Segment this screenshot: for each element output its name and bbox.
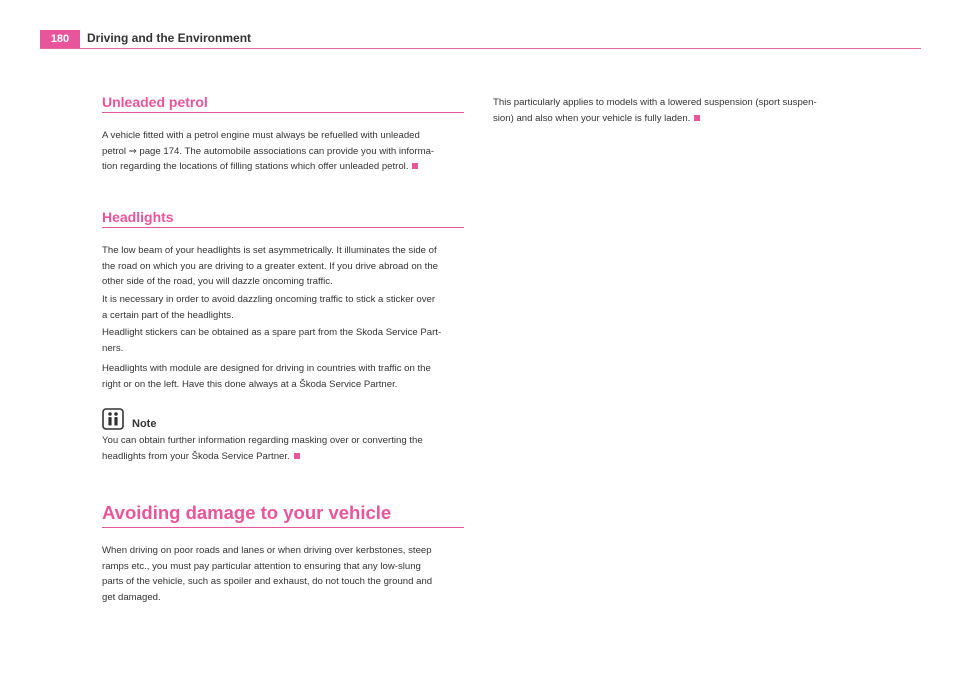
- note-label: Note: [132, 418, 157, 430]
- note-info-icon: [102, 408, 124, 430]
- text-line: other side of the road, you will dazzle oncoming traffic.: [102, 276, 333, 288]
- text-line: A vehicle fitted with a petrol engine must always be refuelled with unleaded: [102, 130, 420, 141]
- text-line: This particularly applies to models with a lowered suspension (sport suspen-: [493, 97, 817, 108]
- headlights-paragraph-4: [102, 361, 431, 392]
- text-line: a certain part of the headlights.: [102, 309, 234, 321]
- section-end-mark: [412, 163, 418, 169]
- text-line: You can obtain further information regarding masking over or converting the: [102, 435, 423, 446]
- section-end-mark: [294, 453, 300, 459]
- text-line: parts of the vehicle, such as spoiler and exhaust, do not touch the ground and: [102, 576, 433, 588]
- text-line: sion) and also when your vehicle is fully laden.: [493, 112, 691, 124]
- text-line: Headlight stickers can be obtained as a spare part from the Skoda Service Part-: [102, 327, 442, 338]
- damage-text-continued: [493, 95, 863, 126]
- text-line: The low beam of your headlights is set asymmetrically. It illuminates the side of: [102, 245, 437, 256]
- heading-headlights: Headlights: [102, 209, 464, 228]
- page-header: [40, 30, 921, 49]
- headlights-paragraph-3: [102, 325, 441, 356]
- text-line: tion regarding the locations of filling stations which offer unleaded petrol.: [102, 161, 409, 173]
- text-line: petrol ⇒ page 174. The automobile associations can provide you with informa-: [102, 145, 435, 157]
- text-line: When driving on poor roads and lanes or when driving over kerbstones, steep: [102, 545, 432, 556]
- text-line: get damaged.: [102, 591, 161, 603]
- text-line: ners.: [102, 342, 124, 354]
- text-line: ramps etc., you must pay particular attention to ensuring that any low-slung: [102, 560, 421, 572]
- section-end-mark: [694, 115, 700, 121]
- text-line: right or on the left. Have this done always at a Škoda Service Partner.: [102, 378, 398, 390]
- unleaded-text: [102, 128, 434, 175]
- heading-unleaded-petrol: Unleaded petrol: [102, 94, 464, 113]
- chapter-title: Driving and the Environment: [87, 31, 252, 45]
- headlights-paragraph-1: [102, 243, 438, 290]
- text-line: the road on which you are driving to a greater extent. If you drive abroad on the: [102, 260, 438, 272]
- damage-text: [102, 543, 432, 605]
- headlights-paragraph-2: [102, 292, 435, 323]
- heading-avoiding-damage: Avoiding damage to your vehicle: [102, 502, 464, 528]
- note-header: [102, 408, 302, 434]
- page-number: 180: [40, 30, 80, 48]
- text-line: Headlights with module are designed for driving in countries with traffic on the: [102, 363, 431, 374]
- text-line: headlights from your Škoda Service Partner.: [102, 450, 290, 462]
- text-line: It is necessary in order to avoid dazzling oncoming traffic to stick a sticker over: [102, 294, 436, 305]
- note-text: [102, 433, 423, 464]
